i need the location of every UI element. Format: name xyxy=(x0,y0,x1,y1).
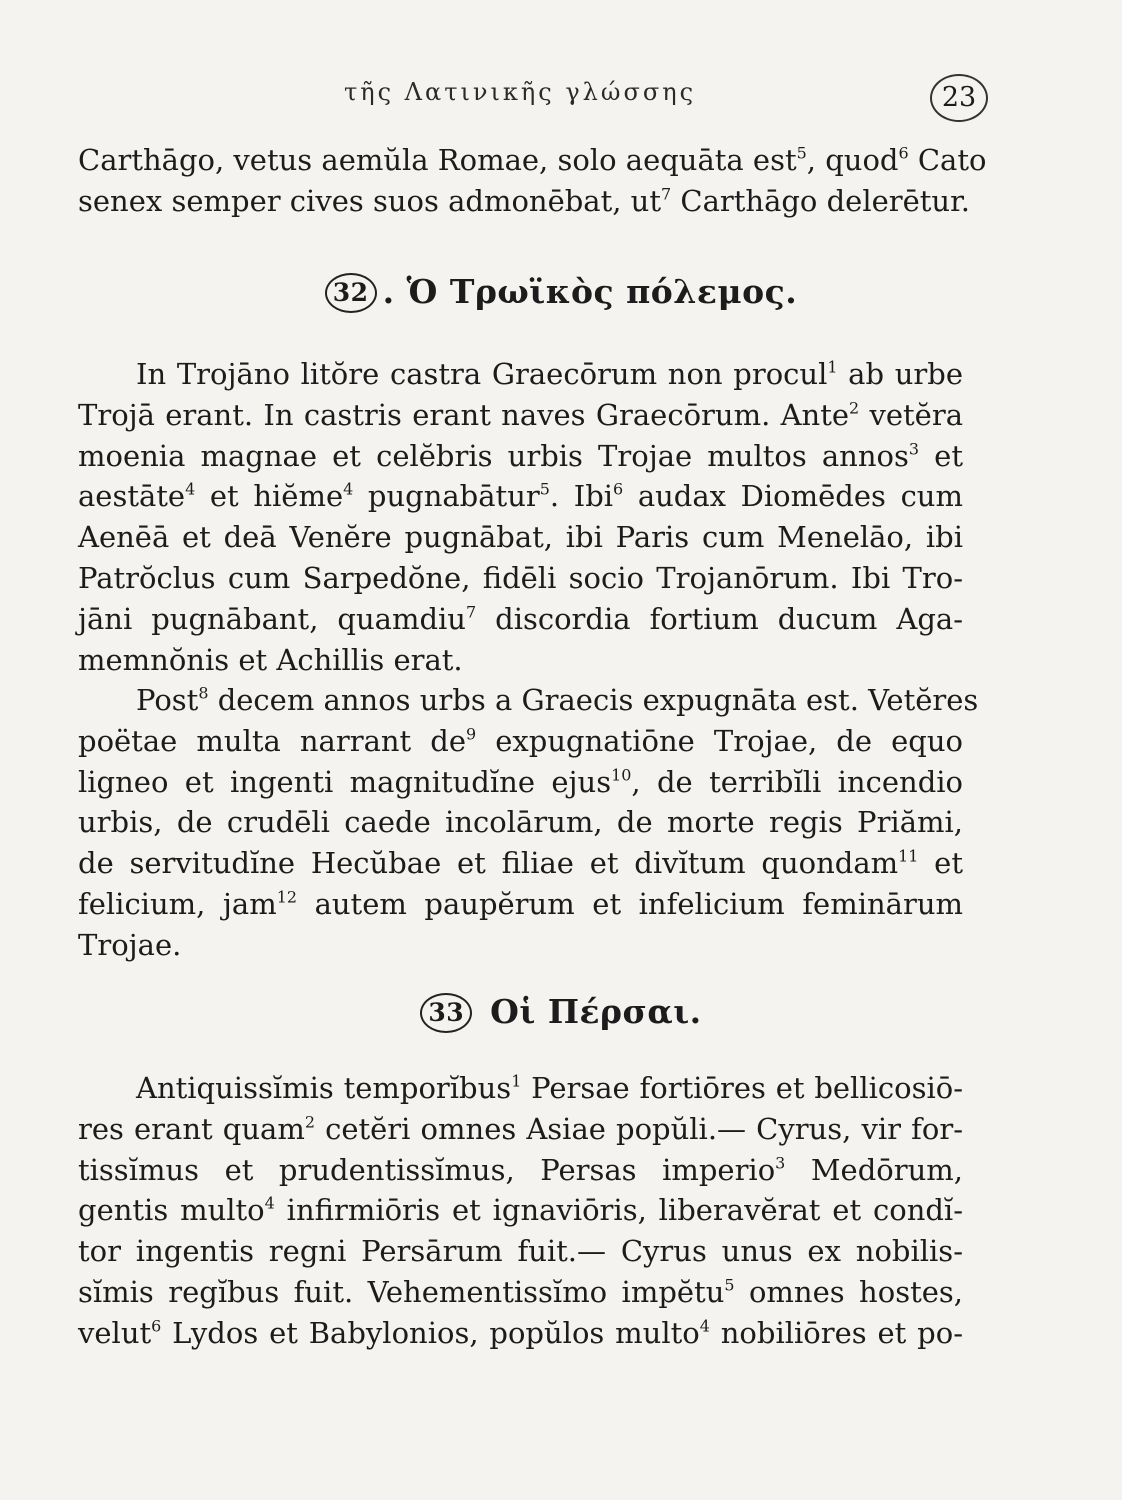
section-32-number: 32 xyxy=(325,273,377,313)
text-line: sĭmis regĭbus fuit. Vehementissĭmo impĕtu$^5$ omnes hostes, xyxy=(78,1274,963,1309)
text-line: tissĭmus et prudentissĭmus, Persas imperio$^3$ Medōrum, xyxy=(78,1152,963,1187)
footnote-marker: 10 xyxy=(611,765,632,785)
footnote-marker: 4 xyxy=(343,479,354,499)
section-32-paragraph-1 xyxy=(78,354,963,680)
text-line: Aenēā et deā Venĕre pugnābat, ibi Paris cum Menelāo, ibi xyxy=(78,520,963,555)
section-32-title: . Ὁ Τρωϊκὸς πόλεμος. xyxy=(382,272,798,311)
text-line: aestāte$^4$ et hiĕme$^4$ pugnabātur$^5$. Ibi$^6$ audax Diomēdes cum xyxy=(78,479,963,514)
footnote-marker: 4 xyxy=(699,1316,710,1336)
text-line: de servitudĭne Hecŭbae et filiae et divĭtum quondam$^{11}$ et xyxy=(78,846,963,881)
footnote-marker: 2 xyxy=(304,1112,315,1132)
footnote-marker: 1 xyxy=(511,1071,522,1091)
section-33-number: 33 xyxy=(420,993,472,1033)
footnote-marker: 7 xyxy=(661,184,672,204)
text-line: felicium, jam$^{12}$ autem paupĕrum et infelicium feminārum xyxy=(78,886,963,921)
page-number: 23 xyxy=(930,74,988,122)
section-33-title: Οἱ Πέρσαι. xyxy=(478,992,702,1031)
footnote-marker: 3 xyxy=(775,1153,786,1173)
text-line: moenia magnae et celĕbris urbis Trojae multos annos$^3$ et xyxy=(78,438,963,473)
text-line: memnŏnis et Achillis erat. xyxy=(78,642,463,677)
footnote-marker: 2 xyxy=(849,398,860,418)
text-line: In Trojāno litŏre castra Graecōrum non procul$^1$ ab urbe xyxy=(136,357,963,391)
text-line: senex semper cives suos admonēbat, $ut^7$ Carthāgo delerētur. xyxy=(78,183,971,218)
section-33-paragraph-1 xyxy=(78,1068,963,1354)
footnote-marker: 3 xyxy=(908,439,920,459)
footnote-marker: 7 xyxy=(465,602,477,622)
text-line: gentis multo$^4$ infirmiōris et ignaviōris, liberavĕrat et condĭ- xyxy=(78,1193,964,1228)
footnote-marker: 12 xyxy=(276,887,297,907)
footnote-marker: 1 xyxy=(827,357,838,377)
footnote-marker: 6 xyxy=(613,479,624,499)
text-line: poëtae multa narrant $de^9$ expugnatiōne Trojae, de equo xyxy=(78,723,963,758)
text-line: velut$^6$ Lydos et Babylonios, popŭlos multo$^4$ nobiliōres et po- xyxy=(78,1315,964,1350)
text-line: Post$^8$ decem annos urbs a Graecis expugnāta est. Vetĕres xyxy=(136,683,979,717)
footnote-marker: 4 xyxy=(185,479,196,499)
footnote-marker: 6 xyxy=(898,143,909,163)
text-line: Carthāgo, vetus aemŭla Romae, solo aequāta est$^5$, quod$^6$ Cato xyxy=(78,143,987,177)
text-line: Trojā erant. In castris erant naves Graecōrum. Ante$^2$ vetĕra xyxy=(78,397,963,432)
footnote-marker: 9 xyxy=(466,724,477,744)
text-line: tor ingentis regni Persārum fuit.— Cyrus unus ex nobilis- xyxy=(78,1234,963,1269)
footnote-marker: 5 xyxy=(539,479,550,499)
running-title: τῆς Λατινικῆς γλώσσης xyxy=(343,78,697,106)
text-line: jāni pugnābant, quamdiu$^7$ discordia fortium ducum Aga- xyxy=(78,601,964,636)
text-line: Patrŏclus cum Sarpedŏne, fidēli socio Trojanōrum. Ibi Tro- xyxy=(78,560,963,595)
footnote-marker: 5 xyxy=(796,143,807,163)
text-line: res erant quam$^2$ cetĕri omnes Asiae popŭli.— Cyrus, vir for- xyxy=(78,1111,963,1146)
text-line: ligneo et ingenti magnitudĭne ejus$^{10}$, de terribĭli incendio xyxy=(78,764,963,799)
section-32-paragraph-2 xyxy=(78,680,979,966)
footnote-marker: 11 xyxy=(898,846,919,866)
text-line: Trojae. xyxy=(78,927,182,962)
intro-paragraph xyxy=(78,140,987,222)
section-33-heading xyxy=(0,992,1122,1033)
text-line: urbis, de crudēli caede incolārum, de morte regis Priămi, xyxy=(78,805,963,840)
footnote-marker: 5 xyxy=(724,1275,735,1295)
section-32-heading xyxy=(0,272,1122,313)
footnote-marker: 4 xyxy=(264,1193,275,1213)
footnote-marker: 6 xyxy=(151,1316,162,1336)
footnote-marker: 8 xyxy=(198,683,209,703)
text-line: Antiquissĭmis temporĭbus$^1$ Persae fortiōres et bellicosiō- xyxy=(136,1071,963,1105)
